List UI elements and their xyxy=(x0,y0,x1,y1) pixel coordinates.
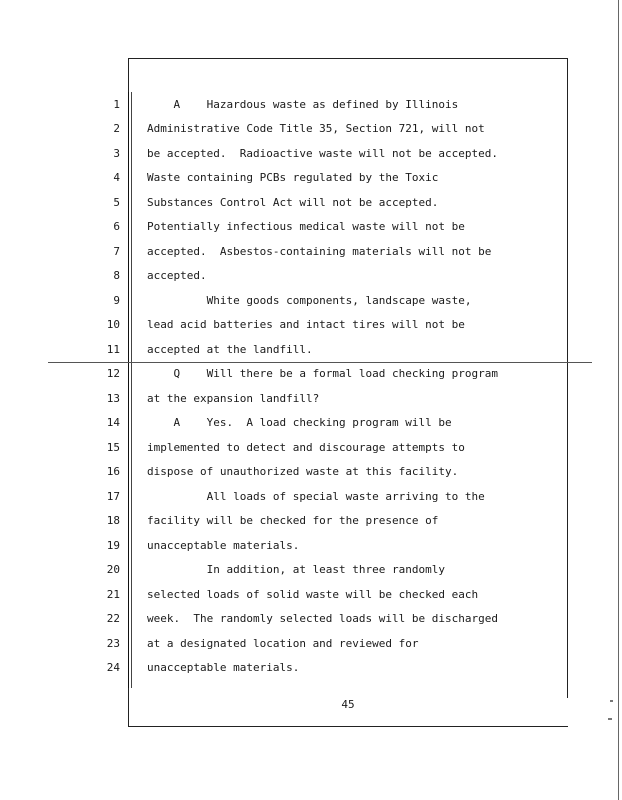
line-number: 16 xyxy=(106,465,120,478)
page-number: 45 xyxy=(341,698,355,711)
line-number: 6 xyxy=(113,220,120,233)
line-text: at a designated location and reviewed for xyxy=(147,637,419,650)
line-number: 3 xyxy=(113,147,120,160)
line-number: 22 xyxy=(106,612,120,625)
fold-line xyxy=(48,362,592,363)
line-text: accepted. xyxy=(147,269,207,282)
line-text: dispose of unauthorized waste at this facility. xyxy=(147,465,459,478)
line-number: 23 xyxy=(106,637,120,650)
frame-bottom-border xyxy=(128,726,568,727)
line-text: Waste containing PCBs regulated by the Toxic xyxy=(147,171,439,184)
line-number: 12 xyxy=(106,367,120,380)
line-text: accepted at the landfill. xyxy=(147,343,313,356)
line-text: selected loads of solid waste will be checked each xyxy=(147,588,479,601)
line-number: 19 xyxy=(106,539,120,552)
line-number: 7 xyxy=(113,245,120,258)
line-number: 8 xyxy=(113,269,120,282)
line-number: 13 xyxy=(106,392,120,405)
line-text: week. The randomly selected loads will be discharged xyxy=(147,612,498,625)
line-text: Administrative Code Title 35, Section 721, will not xyxy=(147,122,485,135)
line-number: 9 xyxy=(113,294,120,307)
line-text: Potentially infectious medical waste will not be xyxy=(147,220,465,233)
line-text: implemented to detect and discourage attempts to xyxy=(147,441,465,454)
line-text: A Yes. A load checking program will be xyxy=(147,416,452,429)
line-text: at the expansion landfill? xyxy=(147,392,320,405)
line-number: 24 xyxy=(106,661,120,674)
line-number: 11 xyxy=(106,343,120,356)
line-number: 14 xyxy=(106,416,120,429)
margin-rule-inner xyxy=(131,92,132,688)
line-text: accepted. Asbestos-containing materials will not be xyxy=(147,245,492,258)
line-number: 17 xyxy=(106,490,120,503)
margin-rule xyxy=(128,92,129,688)
line-text: Q Will there be a formal load checking program xyxy=(147,367,498,380)
line-number: 4 xyxy=(113,171,120,184)
line-number: 21 xyxy=(106,588,120,601)
page-edge xyxy=(618,0,619,800)
line-text: A Hazardous waste as defined by Illinois xyxy=(147,98,459,111)
line-text: unacceptable materials. xyxy=(147,661,300,674)
line-number: 20 xyxy=(106,563,120,576)
line-number: 5 xyxy=(113,196,120,209)
line-number: 1 xyxy=(113,98,120,111)
scan-mark xyxy=(610,700,613,702)
line-number: 10 xyxy=(106,318,120,331)
line-text: Substances Control Act will not be accepted. xyxy=(147,196,439,209)
frame-right-border xyxy=(567,58,568,698)
scan-mark xyxy=(608,718,612,720)
line-text: unacceptable materials. xyxy=(147,539,300,552)
line-number: 15 xyxy=(106,441,120,454)
line-text: lead acid batteries and intact tires will not be xyxy=(147,318,465,331)
line-text: All loads of special waste arriving to the xyxy=(147,490,485,503)
line-text: facility will be checked for the presence of xyxy=(147,514,439,527)
line-number: 2 xyxy=(113,122,120,135)
line-text: be accepted. Radioactive waste will not be accepted. xyxy=(147,147,498,160)
line-number: 18 xyxy=(106,514,120,527)
line-text: In addition, at least three randomly xyxy=(147,563,446,576)
line-text: White goods components, landscape waste, xyxy=(147,294,472,307)
frame-top-border xyxy=(128,58,568,59)
